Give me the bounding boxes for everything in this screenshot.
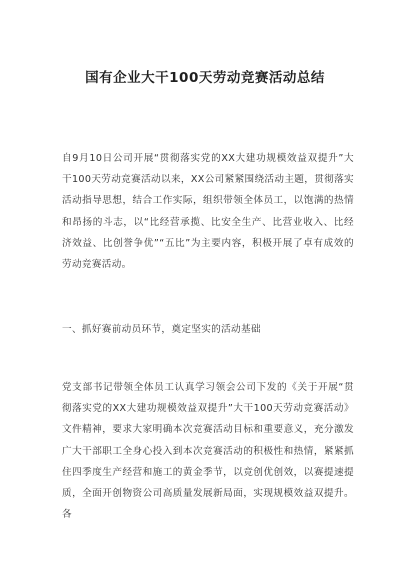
section-heading: 一、抓好赛前动员环节，奠定坚实的活动基础 <box>62 324 261 335</box>
document-title: 国有企业大干100天劳动竞赛活动总结 <box>85 70 325 86</box>
body-paragraph: 党支部书记带领全体员工认真学习领会公司下发的《关于开展“贯彻落实党的XX大建功规模效益双提升”大干100天劳动竞赛活动》文件精神，要求大家明确本次竞赛活动目标和重要意义，充分激发广大干部职工全身心投入到本次竞赛活动的积极性和热情，紧紧抓住四季度生产经营和施工的黄金季节，以竞创优创效，以赛提速提质，全面开创物资公司高质量发展新局面，实现规模效益双提升。各 <box>62 382 354 521</box>
intro-paragraph: 自9月10日公司开展“贯彻落实党的XX大建功规模效益双提升”大干100天劳动竞赛活动以来，XX公司紧紧围绕活动主题，贯彻落实活动指导思想，结合工作实际，组织带领全体员工，以饱满的热情和昂扬的斗志，以“比经营承揽、比安全生产、比营业收入、比经济效益、比创誉争优”“五比”为主要内容，积极开展了卓有成效的劳动竞赛活动。 <box>62 153 354 271</box>
